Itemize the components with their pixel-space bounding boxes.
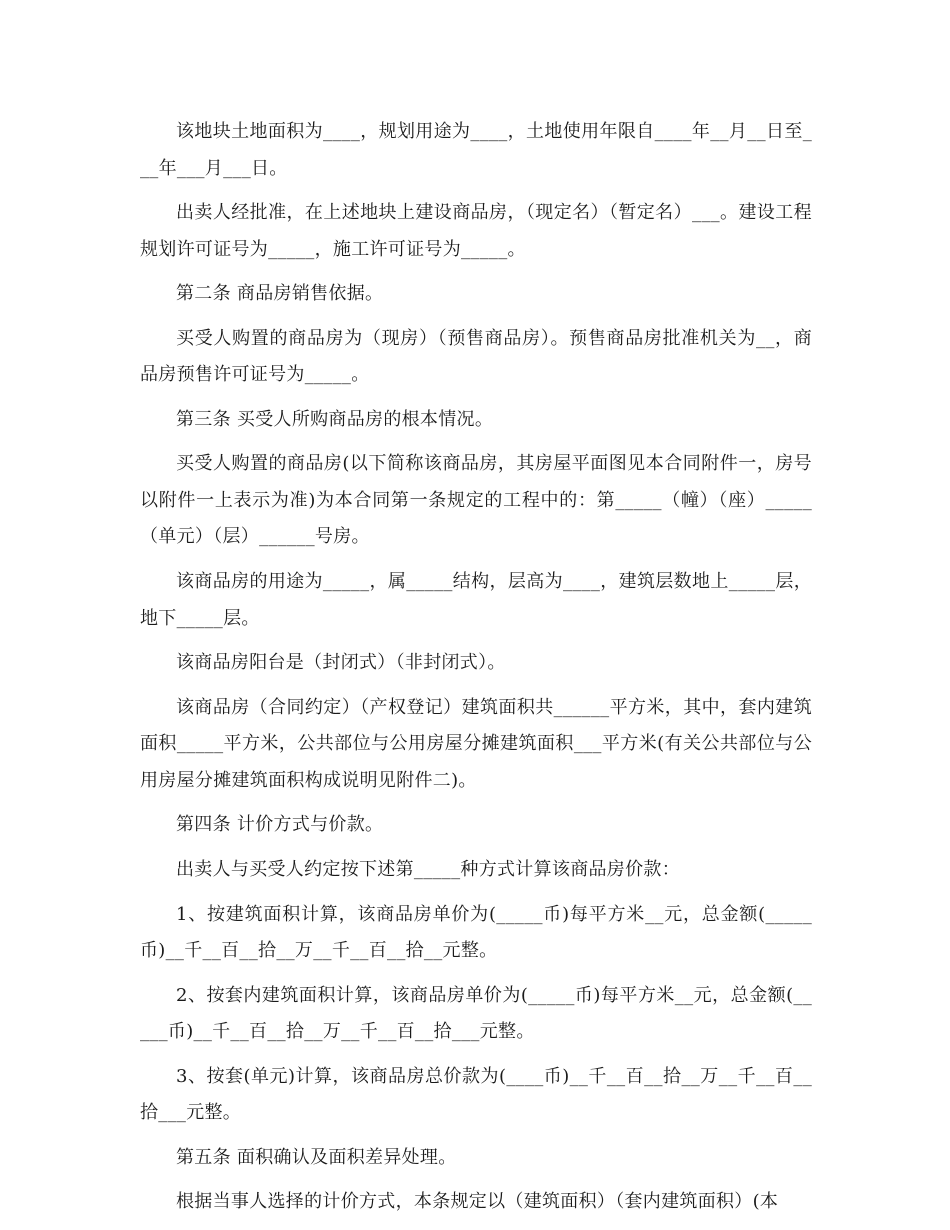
- contract-body: [140, 114, 812, 1229]
- paragraph-area-confirmation: 根据当事人选择的计价方式，本条规定以（建筑面积）（套内建筑面积）(本: [176, 1191, 779, 1213]
- paragraph-pricing-option-2: 2、按套内建筑面积计算，该商品房单价为(_____币)每平方米__元，总金额(_____币)__千__百__拾__万__千__百__拾___元整。: [140, 984, 812, 1043]
- article-4-heading: 第四条 计价方式与价款。: [176, 814, 384, 836]
- paragraph-seller-approval: 出卖人经批准，在上述地块上建设商品房，（现定名）（暂定名）___。建设工程规划许可证号为_____，施工许可证号为_____。: [140, 202, 812, 260]
- paragraph-house-usage: 该商品房的用途为_____，属_____结构，层高为____，建筑层数地上_____层，地下_____层。: [140, 571, 812, 629]
- article-3-heading: 第三条 买受人所购商品房的根本情况。: [176, 408, 494, 430]
- article-5-heading: 第五条 面积确认及面积差异处理。: [176, 1146, 457, 1168]
- paragraph-floor-area: 该商品房（合同约定）（产权登记）建筑面积共______平方米，其中，套内建筑面积_____平方米，公共部位与公用房屋分摊建筑面积___平方米(有关公共部位与公用房屋分摊建筑面积构成说明见附件二)。: [140, 696, 812, 791]
- paragraph-house-location: 买受人购置的商品房(以下简称该商品房，其房屋平面图见本合同附件一，房号以附件一上表示为准)为本合同第一条规定的工程中的：第_____（幢）（座）_____（单元）（层）______号房。: [140, 453, 812, 548]
- paragraph-balcony: 该商品房阳台是（封闭式）（非封闭式）。: [176, 652, 506, 674]
- paragraph-land-area: 该地块土地面积为____，规划用途为____，土地使用年限自____年__月__日至___年___月___日。: [140, 121, 812, 179]
- paragraph-pricing-option-1: 1、按建筑面积计算，该商品房单价为(_____币)每平方米__元，总金额(_____币)__千__百__拾__万__千__百__拾__元整。: [140, 903, 812, 962]
- paragraph-pricing-option-3: 3、按套(单元)计算，该商品房总价款为(____币)__千__百__拾__万__千__百__拾___元整。: [140, 1065, 812, 1124]
- article-2-heading: 第二条 商品房销售依据。: [176, 283, 384, 305]
- paragraph-pricing-method: 出卖人与买受人约定按下述第_____种方式计算该商品房价款：: [176, 858, 680, 880]
- paragraph-sale-basis: 买受人购置的商品房为（现房）（预售商品房）。预售商品房批准机关为__，商品房预售许可证号为_____。: [140, 327, 812, 386]
